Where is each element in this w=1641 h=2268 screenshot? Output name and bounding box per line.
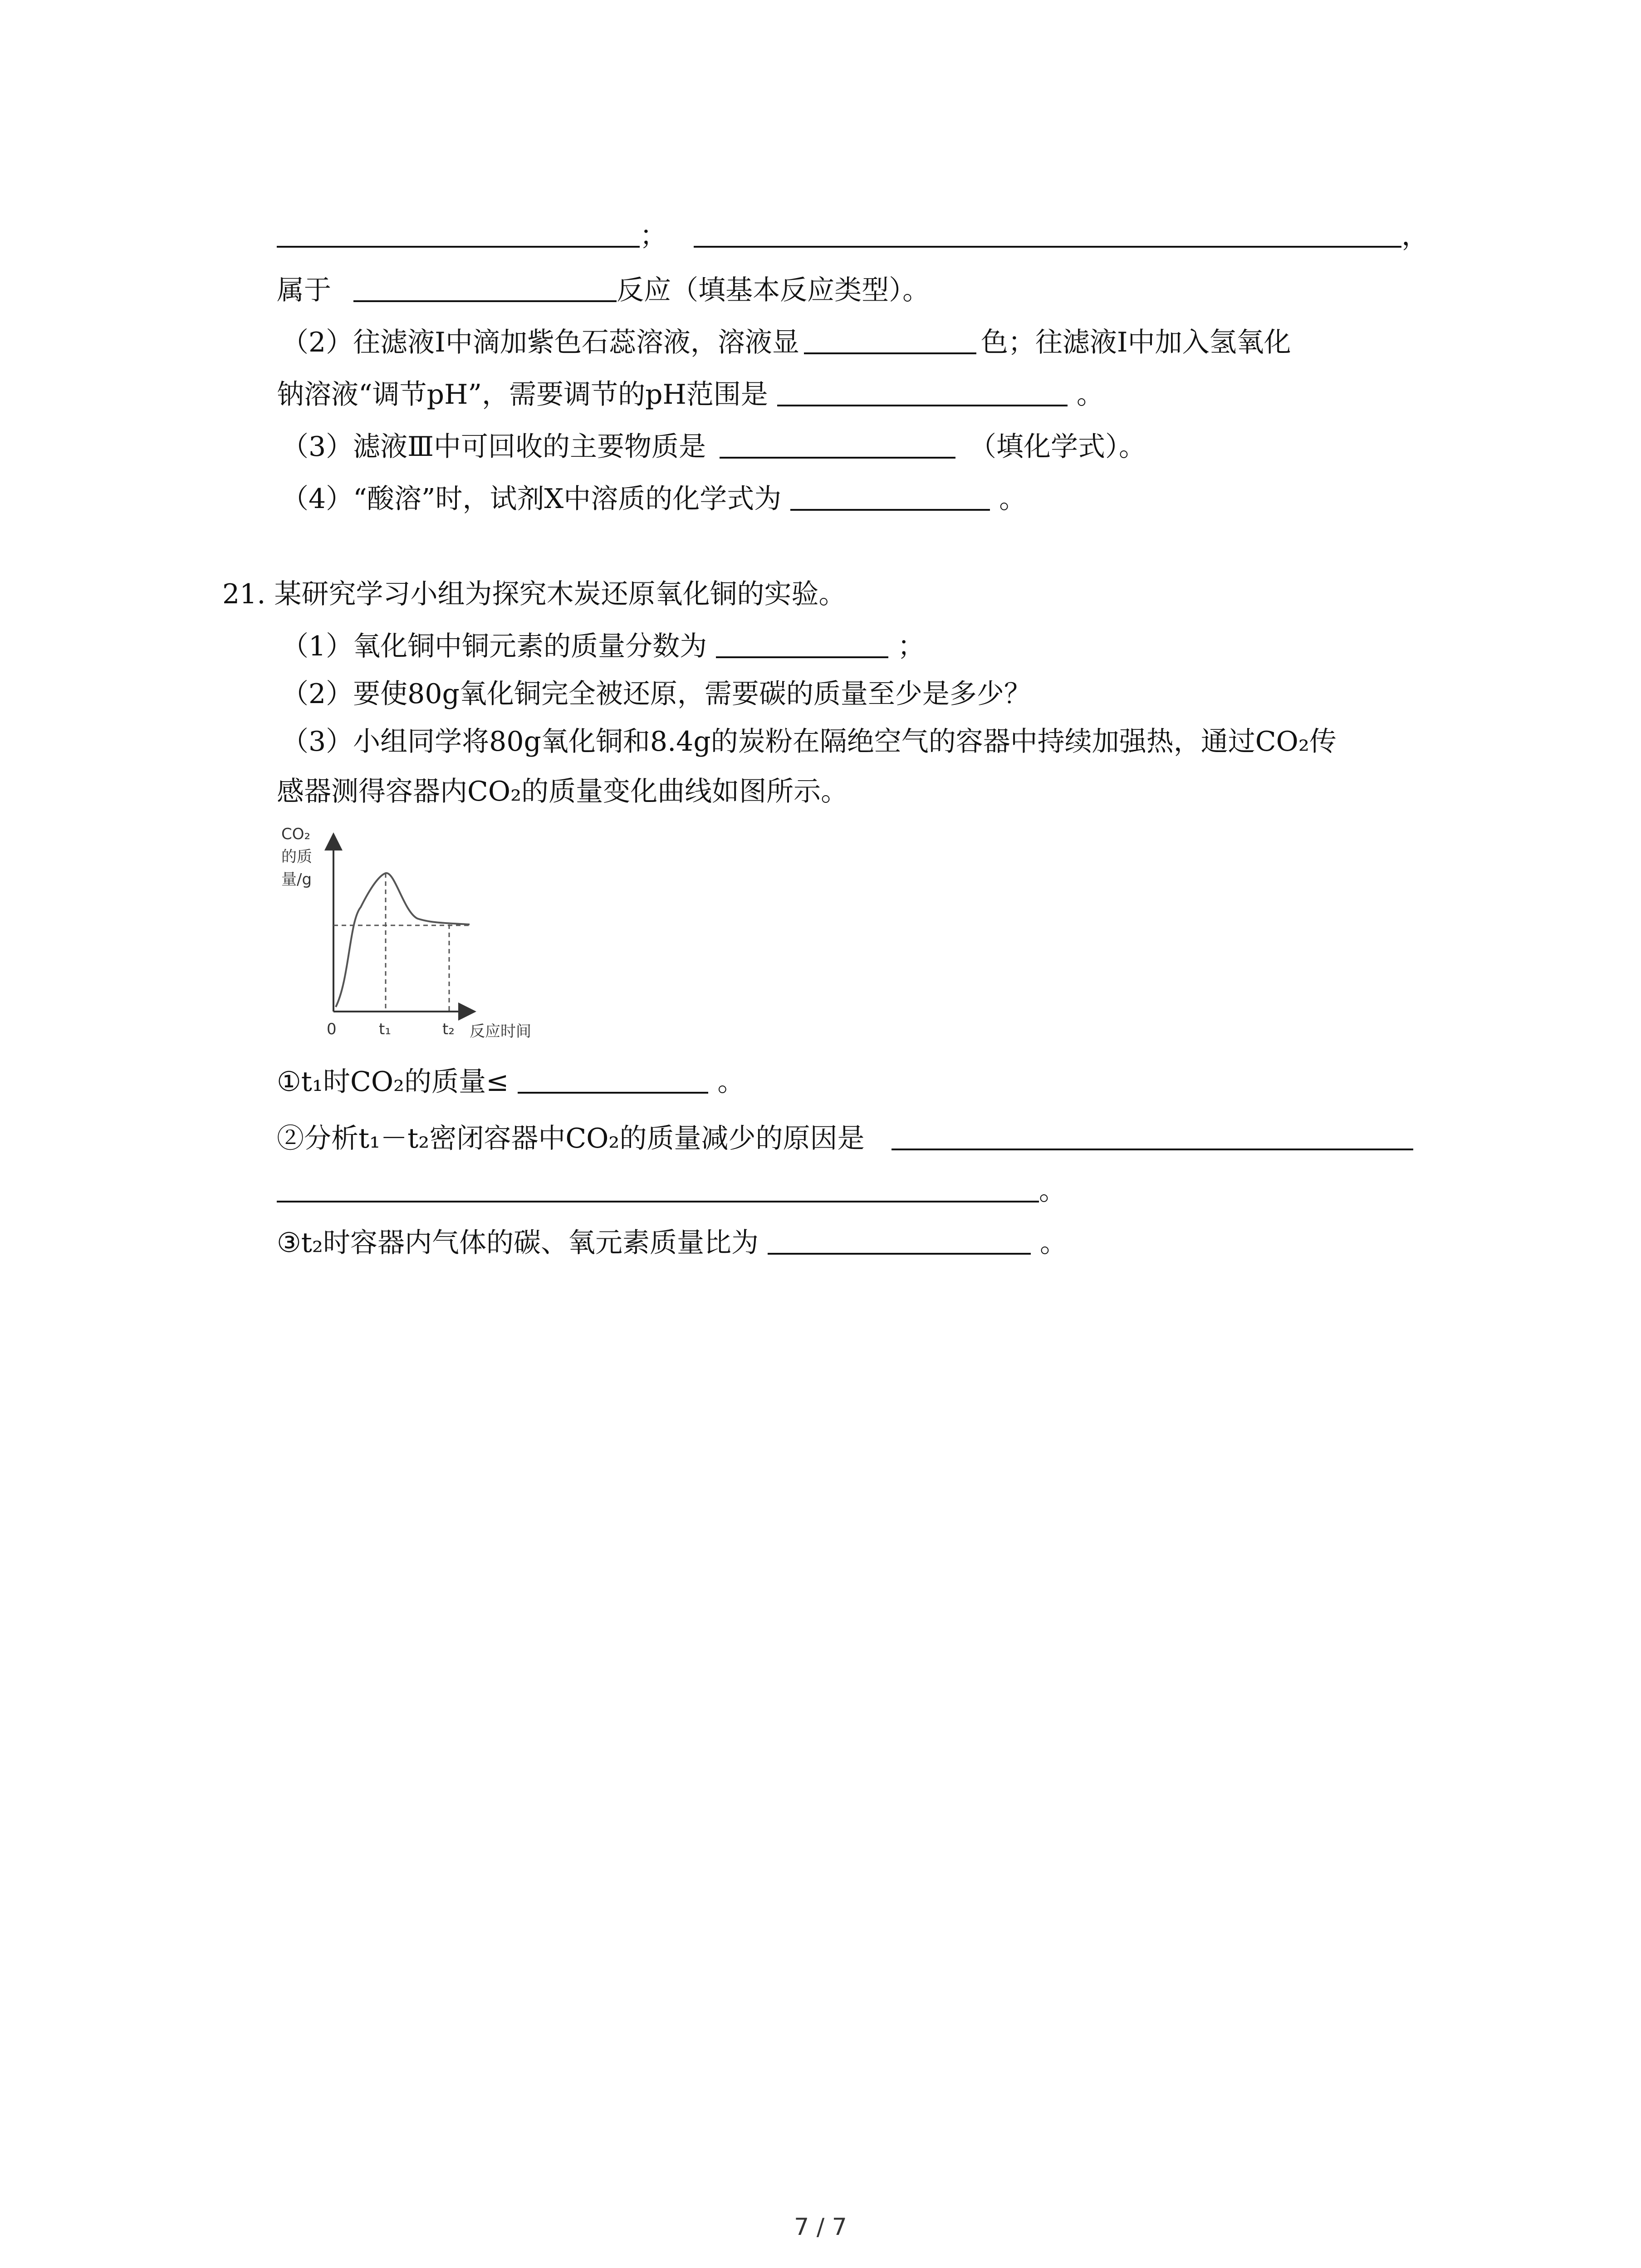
text: （3）滤液Ⅲ中可回收的主要物质是 <box>281 431 706 463</box>
q20-part-2a <box>281 324 1291 361</box>
q21-c2-continuation <box>277 1173 1066 1209</box>
text: （2）往滤液Ⅰ中滴加紫色石蕊溶液，溶液显 <box>281 327 799 358</box>
text: 。 <box>1039 1227 1067 1259</box>
q20-part-3 <box>281 429 1146 465</box>
t1-label: t₁ <box>379 1020 391 1038</box>
q20-line-reaction-type <box>277 272 930 308</box>
text: 。 <box>1039 1175 1066 1207</box>
text: 。 <box>999 483 1027 515</box>
q21-c2 <box>277 1120 1413 1157</box>
text: ； <box>897 631 925 662</box>
q21-c1 <box>277 1064 745 1100</box>
answer-blank[interactable] <box>694 219 1401 248</box>
text: 。 <box>1076 379 1104 411</box>
y-axis-label: 的质 <box>281 848 312 866</box>
answer-blank[interactable] <box>353 273 617 302</box>
q20-answer-line-1 <box>277 218 1429 254</box>
co2-curve <box>336 873 470 1007</box>
text: 。 <box>717 1066 745 1098</box>
answer-blank[interactable] <box>277 219 640 248</box>
y-axis-label: 量/g <box>281 870 312 889</box>
answer-blank[interactable] <box>804 325 976 354</box>
y-axis-label: CO₂ <box>281 825 311 843</box>
answer-blank[interactable] <box>716 629 888 658</box>
q21-sub-3b: 感器测得容器内CO₂的质量变化曲线如图所示。 <box>277 776 848 807</box>
answer-blank[interactable] <box>277 1173 1039 1202</box>
text: 反应（填基本反应类型）。 <box>617 274 930 306</box>
x-axis-label: 反应时间 <box>470 1022 531 1041</box>
q20-part-2b <box>277 376 1104 413</box>
answer-blank[interactable] <box>790 482 990 511</box>
answer-blank[interactable] <box>720 430 955 459</box>
text: 属于 <box>277 274 331 306</box>
q21-sub-1 <box>281 628 925 665</box>
answer-blank[interactable] <box>518 1065 708 1094</box>
q20-part-4 <box>281 481 1026 517</box>
separator: ； <box>640 220 667 252</box>
answer-blank[interactable] <box>768 1226 1031 1255</box>
text: 钠溶液“调节pH”，需要调节的pH范围是 <box>277 379 768 411</box>
answer-blank[interactable] <box>892 1121 1413 1150</box>
co2-mass-graph <box>272 821 590 1048</box>
q21-sub-3a: （3）小组同学将80g氧化铜和8.4g的炭粉在隔绝空气的容器中持续加强热，通过CO₂传 <box>281 726 1337 758</box>
q21-c3 <box>277 1225 1067 1261</box>
text: （填化学式）。 <box>969 431 1146 463</box>
text: 色；往滤液Ⅰ中加入氢氧化 <box>980 327 1291 358</box>
page-number: 7 / 7 <box>794 2214 847 2241</box>
q21-sub-2: （2）要使80g氧化铜完全被还原，需要碳的质量至少是多少？ <box>281 678 1031 710</box>
origin-label: 0 <box>327 1020 337 1038</box>
text: ③t₂时容器内气体的碳、氧元素质量比为 <box>277 1227 759 1259</box>
text: ①t₁时CO₂的质量≤ <box>277 1066 509 1098</box>
text: （4）“酸溶”时，试剂X中溶质的化学式为 <box>281 483 782 515</box>
answer-blank[interactable] <box>777 377 1068 406</box>
q21-title: 21. 某研究学习小组为探究木炭还原氧化铜的实验。 <box>222 578 846 610</box>
separator: ， <box>1401 220 1429 252</box>
text: ②分析t₁－t₂密闭容器中CO₂的质量减少的原因是 <box>277 1123 865 1154</box>
text: （1）氧化铜中铜元素的质量分数为 <box>281 631 707 662</box>
t2-label: t₂ <box>442 1020 455 1038</box>
